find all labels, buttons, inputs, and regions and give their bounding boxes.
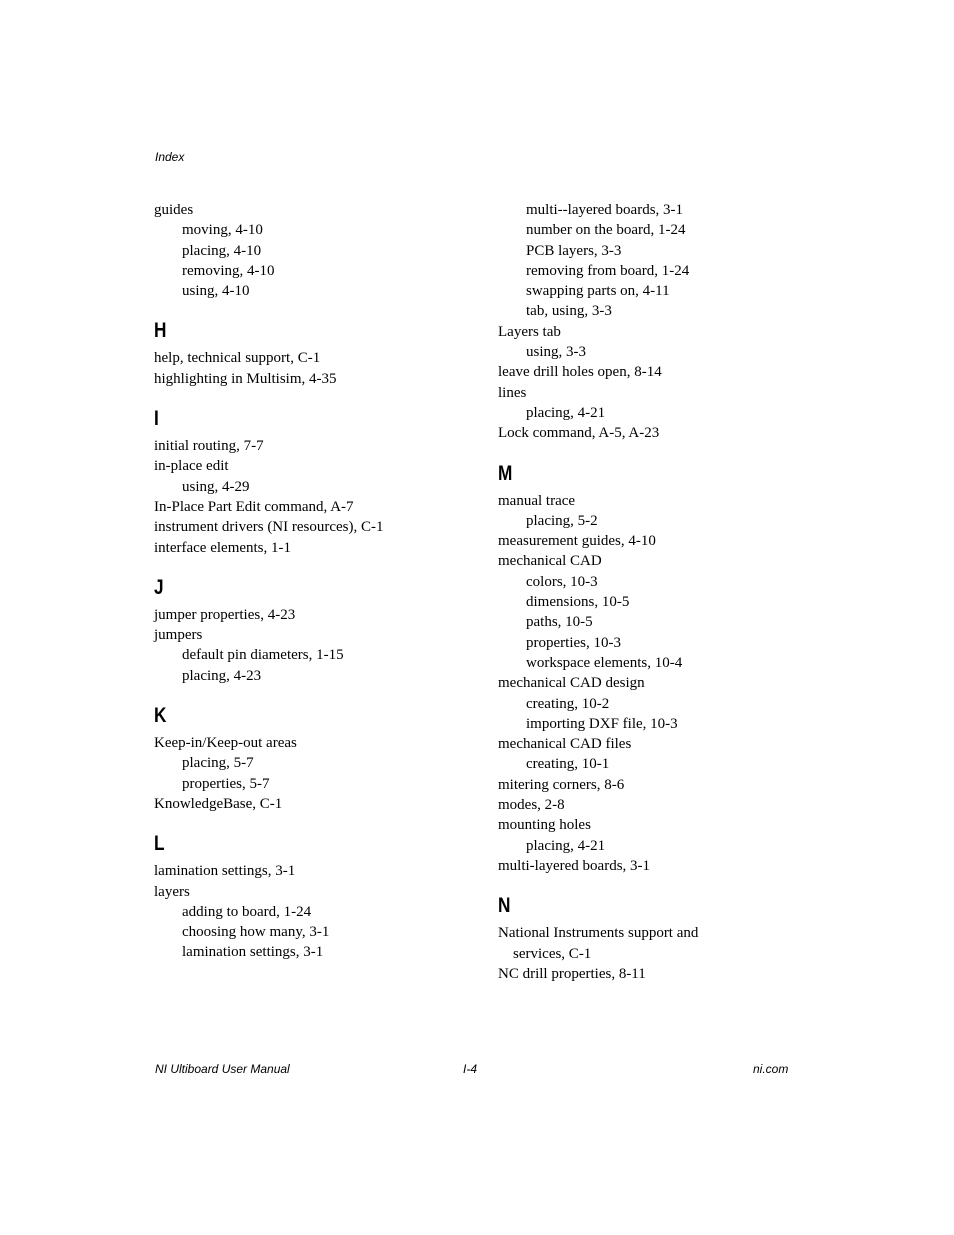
index-subentry: using, 4-29 bbox=[182, 478, 250, 495]
index-subentry: creating, 10-2 bbox=[526, 695, 610, 712]
index-subentry: placing, 4-21 bbox=[526, 837, 606, 854]
index-subentry: placing, 4-10 bbox=[182, 242, 262, 259]
index-entry: manual trace bbox=[498, 492, 576, 509]
index-entry: leave drill holes open, 8-14 bbox=[498, 364, 662, 381]
index-entry: NC drill properties, 8-11 bbox=[498, 965, 646, 982]
index-section-letter: N bbox=[498, 894, 511, 918]
index-entry: mechanical CAD bbox=[498, 553, 602, 570]
index-subentry: multi--layered boards, 3-1 bbox=[526, 202, 684, 218]
index-entry: In-Place Part Edit command, A-7 bbox=[154, 498, 354, 515]
index-subentry: placing, 5-7 bbox=[182, 755, 254, 772]
index-entry: guides bbox=[154, 202, 194, 218]
index-entry: in-place edit bbox=[154, 458, 229, 475]
index-section-letter: J bbox=[154, 575, 164, 599]
index-subentry: dimensions, 10-5 bbox=[526, 594, 630, 611]
index-entry: help, technical support, C-1 bbox=[154, 350, 321, 367]
index-section-letter: H bbox=[154, 319, 167, 343]
index-entry: Lock command, A-5, A-23 bbox=[498, 425, 660, 442]
index-entry: mechanical CAD design bbox=[498, 675, 645, 692]
index-subentry: workspace elements, 10-4 bbox=[526, 654, 683, 671]
index-subentry: choosing how many, 3-1 bbox=[182, 924, 330, 941]
index-entry: initial routing, 7-7 bbox=[154, 438, 264, 455]
index-entry: jumper properties, 4-23 bbox=[154, 606, 296, 623]
index-entry: highlighting in Multisim, 4-35 bbox=[154, 370, 337, 387]
index-entry: mounting holes bbox=[498, 817, 591, 834]
index-subentry: using, 4-10 bbox=[182, 283, 250, 300]
index-entry: KnowledgeBase, C-1 bbox=[154, 795, 283, 812]
index-subentry: properties, 10-3 bbox=[526, 634, 621, 651]
index-column-left bbox=[154, 200, 454, 963]
index-entry: mechanical CAD files bbox=[498, 736, 632, 753]
index-subentry: lamination settings, 3-1 bbox=[182, 944, 324, 961]
index-subentry: placing, 5-2 bbox=[526, 512, 598, 529]
index-column-right bbox=[498, 200, 798, 984]
index-entry: lamination settings, 3-1 bbox=[154, 863, 296, 880]
index-entry: lines bbox=[498, 384, 527, 401]
index-entry: modes, 2-8 bbox=[498, 797, 565, 814]
index-subentry: adding to board, 1-24 bbox=[182, 903, 312, 920]
index-subentry: tab, using, 3-3 bbox=[526, 303, 612, 320]
index-entry: multi-layered boards, 3-1 bbox=[498, 857, 651, 874]
index-subentry: default pin diameters, 1-15 bbox=[182, 647, 344, 664]
index-subentry: moving, 4-10 bbox=[182, 222, 263, 239]
index-entry: jumpers bbox=[154, 627, 203, 644]
index-subentry: removing from board, 1-24 bbox=[526, 262, 690, 279]
index-section-letter: I bbox=[154, 407, 159, 431]
index-entry: National Instruments support and bbox=[498, 925, 699, 942]
index-subentry: using, 3-3 bbox=[526, 344, 586, 361]
index-entry: measurement guides, 4-10 bbox=[498, 533, 656, 550]
running-head: Index bbox=[155, 150, 185, 164]
index-subentry: placing, 4-21 bbox=[526, 404, 606, 421]
index-entry: Layers tab bbox=[498, 323, 561, 340]
index-entry: Keep-in/Keep-out areas bbox=[154, 735, 297, 752]
index-subentry: placing, 4-23 bbox=[182, 667, 262, 684]
index-entry-continuation: services, C-1 bbox=[513, 945, 592, 962]
index-subentry: importing DXF file, 10-3 bbox=[526, 715, 678, 732]
footer-manual-title: NI Ultiboard User Manual bbox=[155, 1062, 290, 1076]
index-subentry: swapping parts on, 4-11 bbox=[526, 283, 670, 300]
footer-page-number: I-4 bbox=[463, 1062, 478, 1076]
index-entry: layers bbox=[154, 883, 190, 900]
index-entry: mitering corners, 8-6 bbox=[498, 776, 625, 793]
index-entry: instrument drivers (NI resources), C-1 bbox=[154, 519, 384, 536]
index-section-letter: K bbox=[154, 704, 167, 728]
index-subentry: number on the board, 1-24 bbox=[526, 222, 686, 239]
index-section-letter: L bbox=[154, 832, 165, 856]
index-section-letter: M bbox=[498, 461, 513, 485]
index-subentry: colors, 10-3 bbox=[526, 573, 598, 590]
index-subentry: PCB layers, 3-3 bbox=[526, 242, 622, 259]
index-subentry: properties, 5-7 bbox=[182, 775, 270, 792]
index-subentry: paths, 10-5 bbox=[526, 614, 593, 631]
index-subentry: removing, 4-10 bbox=[182, 262, 275, 279]
index-subentry: creating, 10-1 bbox=[526, 756, 610, 773]
index-entry: interface elements, 1-1 bbox=[154, 539, 292, 556]
footer-website: ni.com bbox=[753, 1062, 789, 1076]
